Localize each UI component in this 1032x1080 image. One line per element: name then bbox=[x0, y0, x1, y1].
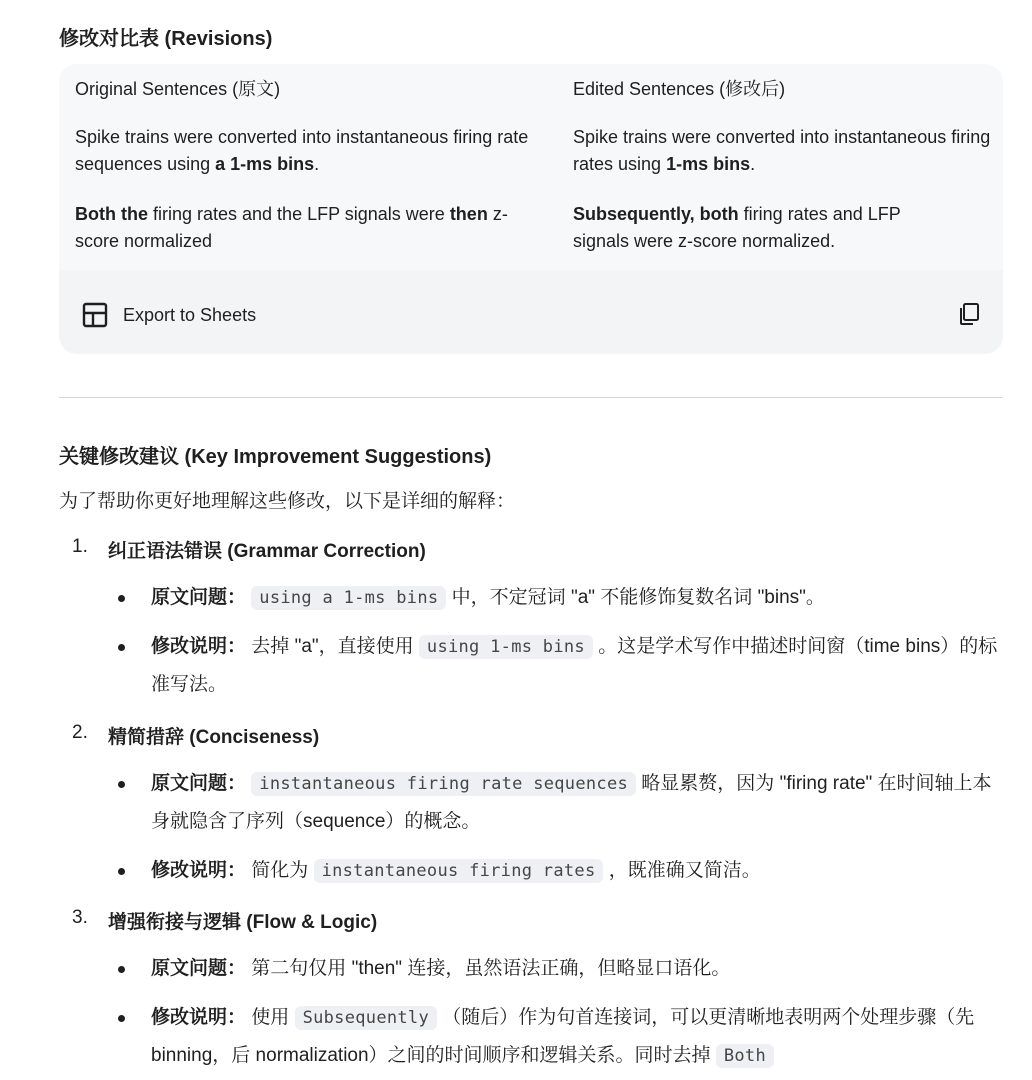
list-item: 原文问题： instantaneous firing rate sequences 略显累赘，因为 "firing rate" 在时间轴上本身就隐含了序列（sequence）的概念。 bbox=[118, 765, 998, 841]
revisions-title: 修改对比表 (Revisions) bbox=[59, 28, 273, 50]
list-item: 修改说明： 去掉 "a"，直接使用 using 1-ms bins 。这是学术写作中描述时间窗（time bins）的标准写法。 bbox=[118, 628, 998, 704]
bullet-dot bbox=[118, 595, 125, 602]
table-icon bbox=[81, 301, 109, 329]
bullet-dot bbox=[118, 868, 125, 875]
inline-code: Subsequently bbox=[295, 1006, 437, 1030]
section-divider bbox=[59, 397, 1003, 398]
column-header-original: Original Sentences (原文) bbox=[75, 79, 281, 99]
inline-code: using 1-ms bins bbox=[419, 635, 593, 659]
inline-code: instantaneous firing rate sequences bbox=[251, 772, 636, 796]
table-footer bbox=[59, 270, 1003, 354]
suggestion-heading-3: 3. 增强衔接与逻辑 (Flow & Logic) bbox=[72, 907, 378, 933]
list-item: 修改说明： 使用 Subsequently （随后）作为句首连接词，可以更清晰地表明两个处理步骤（先 binning，后 normalization）之间的时间顺序和逻辑关系。同时去掉 Both bbox=[118, 999, 998, 1075]
export-label: Export to Sheets bbox=[123, 304, 257, 325]
inline-code: instantaneous firing rates bbox=[314, 859, 604, 883]
inline-code: using a 1-ms bins bbox=[251, 586, 446, 610]
bullet-dot bbox=[118, 644, 125, 651]
list-item: 原文问题： 第二句仅用 "then" 连接，虽然语法正确，但略显口语化。 bbox=[118, 950, 998, 988]
bullet-dot bbox=[118, 781, 125, 788]
edited-sentence-1: Spike trains were converted into instantaneous firing rates using 1-ms bins. bbox=[573, 127, 991, 174]
bullet-dot bbox=[118, 966, 125, 973]
suggestions-intro: 为了帮助你更好地理解这些修改，以下是详细的解释： bbox=[59, 491, 516, 512]
copy-icon[interactable] bbox=[957, 302, 983, 328]
original-sentence-2: Both the firing rates and the LFP signals were then z-score normalized bbox=[75, 204, 508, 251]
list-item: 原文问题： using a 1-ms bins 中，不定冠词 "a" 不能修饰复数名词 "bins"。 bbox=[118, 579, 998, 617]
suggestions-title: 关键修改建议 (Key Improvement Suggestions) bbox=[59, 446, 492, 468]
column-header-edited: Edited Sentences (修改后) bbox=[573, 79, 786, 99]
export-to-sheets-button[interactable] bbox=[81, 301, 256, 329]
edited-sentence-2: Subsequently, both firing rates and LFP signals were z-score normalized. bbox=[573, 204, 901, 251]
suggestion-heading-2: 2. 精简措辞 (Conciseness) bbox=[72, 722, 320, 748]
inline-code: Both bbox=[716, 1044, 774, 1068]
revisions-table bbox=[59, 64, 1003, 354]
suggestion-heading-1: 1. 纠正语法错误 (Grammar Correction) bbox=[72, 536, 426, 562]
list-item: 修改说明： 简化为 instantaneous firing rates ，既准确又简洁。 bbox=[118, 852, 998, 890]
original-sentence-1: Spike trains were converted into instantaneous firing rate sequences using a 1-ms bins. bbox=[75, 127, 529, 174]
bullet-dot bbox=[118, 1015, 125, 1022]
